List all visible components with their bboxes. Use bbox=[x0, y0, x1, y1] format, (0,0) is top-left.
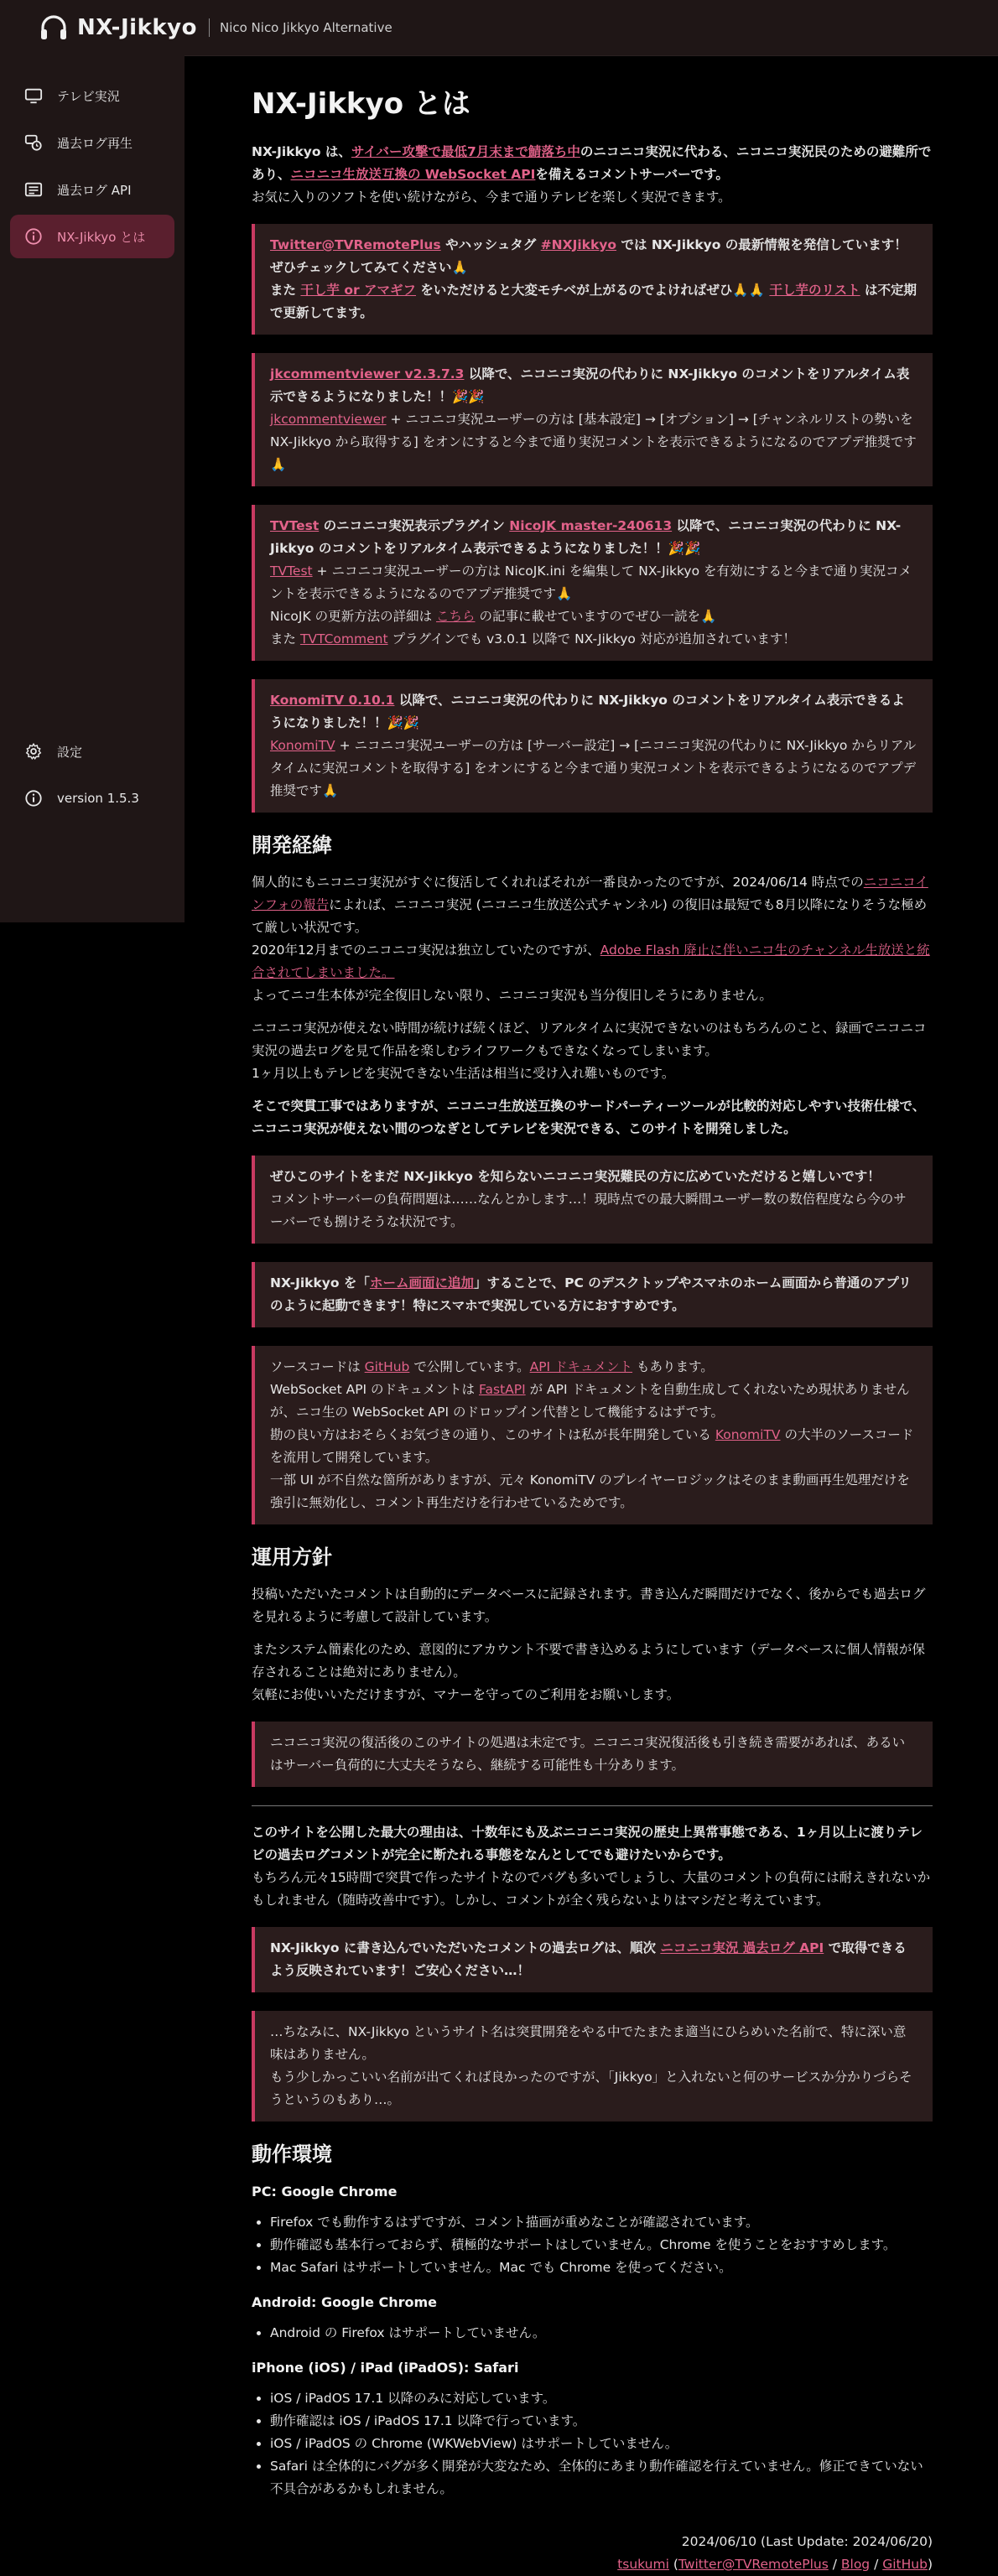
text: 以降で、ニコニコ実況の代わりに NX-Jikkyo のコメントをリアルタイム表示できるようになりました！！🎉🎉 bbox=[270, 518, 902, 556]
ios-list bbox=[252, 2387, 933, 2501]
list-item: • 動作確認も基本行っておらず、積極的なサポートはしていません。Chrome を使うことをおすすめします。 bbox=[270, 2234, 933, 2257]
text: NX-Jikkyo は、 bbox=[252, 144, 351, 159]
sidebar-item-label: 過去ログ API bbox=[57, 182, 132, 198]
text: が API ドキュメントを自動生成してくれないため現状ありませんが、ニコ生の WebSocket API のドロップイン代替として機能するはずです。 bbox=[270, 1382, 910, 1420]
title-divider bbox=[209, 18, 210, 37]
text: WebSocket API のドキュメントは bbox=[270, 1382, 476, 1397]
text: + ニコニコ実況ユーザーの方は [サーバー設定] → [ニコニコ実況の代わりに NX-Jikkyo からリアルタイムに実況コメントを取得する] をオンにすると今まで通り実況コメントを表示できるようになるのでアプデ推奨です🙏 bbox=[270, 738, 917, 798]
text: の大半のソースコードを流用して開発しています。 bbox=[270, 1427, 914, 1465]
callout-past-log bbox=[252, 1927, 933, 1992]
gear-icon bbox=[23, 741, 44, 761]
callout-source-code bbox=[252, 1346, 933, 1524]
sidebar-item-label: 過去ログ再生 bbox=[57, 135, 133, 151]
text: やハッシュタグ bbox=[445, 237, 537, 252]
text: 」することで、PC のデスクトップやスマホのホーム画面から普通のアプリのように起動できます！特にスマホで実況している方におすすめです。 bbox=[270, 1275, 912, 1313]
android-list bbox=[252, 2322, 933, 2345]
history-heading: 開発経緯 bbox=[252, 834, 332, 857]
sidebar-item-label: 設定 bbox=[57, 744, 83, 760]
text: また bbox=[270, 283, 297, 298]
donation-link[interactable]: 干し芋 or アマギフ bbox=[300, 283, 417, 298]
history-paragraph-1 bbox=[252, 871, 933, 1007]
app-subtitle: Nico Nico Jikkyo Alternative bbox=[219, 20, 392, 35]
text: 1ヶ月以上もテレビを実況できない生活は相当に受け入れ難いものです。 bbox=[252, 1066, 675, 1081]
nicojk-article-link[interactable]: こちら bbox=[436, 609, 476, 624]
sidebar-item-past-log-api[interactable] bbox=[10, 168, 174, 211]
list-item: • Mac Safari はサポートしていません。Mac でも Chrome を使ってください。 bbox=[270, 2257, 933, 2279]
konomitv-link[interactable]: KonomiTV bbox=[270, 738, 335, 753]
divider bbox=[252, 1805, 933, 1806]
policy-heading: 運用方針 bbox=[252, 1545, 332, 1569]
text: ( bbox=[668, 2557, 678, 2572]
text: で公開しています。 bbox=[413, 1359, 530, 1374]
info-icon bbox=[23, 788, 44, 808]
sidebar-item-live-tv[interactable] bbox=[10, 74, 174, 117]
text: そこで突貫工事ではありますが、ニコニコ生放送互換のサードパーティーツールが比較的対応しやすい技術仕様で、ニコニコ実況が使えない間のつなぎとしてテレビを実況できる、このサイトを開発しました。 bbox=[252, 1098, 926, 1136]
text: をいただけると大変モチベが上がるのでよければぜひ🙏🙏 bbox=[420, 283, 766, 298]
text: のニコニコ実況表示プラグイン bbox=[323, 518, 505, 533]
history-paragraph-3 bbox=[252, 1095, 933, 1140]
callout-konomitv bbox=[252, 679, 933, 813]
text: よってニコ生本体が完全復旧しない限り、ニコニコ実況も当分復旧しそうにありません。 bbox=[252, 988, 772, 1003]
tvtcomment-link[interactable]: TVTComment bbox=[299, 631, 388, 647]
app-title: NX-Jikkyo bbox=[77, 15, 197, 40]
android-heading: Android: Google Chrome bbox=[252, 2294, 438, 2310]
footer-twitter-link[interactable]: Twitter@TVRemotePlus bbox=[678, 2557, 829, 2572]
footer-date: 2024/06/10 (Last Update: 2024/06/20) bbox=[681, 2534, 933, 2549]
text: によれば、ニコニコ実況 (ニコニコ生放送公式チャンネル) の復旧は最短でも8月以降になりそうな極めて厳しい状況です。 bbox=[252, 897, 928, 935]
text: 以降で、ニコニコ実況の代わりに NX-Jikkyo のコメントをリアルタイム表示できるようになりました！！🎉🎉 bbox=[270, 366, 910, 404]
text: 個人的にもニコニコ実況がすぐに復活してくれればそれが一番良かったのですが、2024/06/14 時点での bbox=[252, 875, 864, 890]
text: ) bbox=[927, 2557, 933, 2572]
text: 以降で、ニコニコ実況の代わりに NX-Jikkyo のコメントをリアルタイム表示できるようになりました！！🎉🎉 bbox=[270, 693, 905, 730]
callout-future bbox=[252, 1722, 933, 1787]
api-icon bbox=[23, 179, 44, 200]
text: ニコニコ実況の復活後のこのサイトの処遇は未定です。ニコニコ実況復活後も引き続き需要があれば、あるいはサーバー負荷的に大丈夫そうなら、継続する可能性も十分あります。 bbox=[270, 1735, 906, 1773]
callout-spread bbox=[252, 1156, 933, 1244]
text: のニコニコ実況に代わる、ニコニコ実況民のための避難所であり、 bbox=[252, 144, 932, 182]
jkcommentviewer-version-link[interactable]: jkcommentviewer v2.3.7.3 bbox=[270, 366, 465, 382]
tvtest-link[interactable]: TVTest bbox=[270, 564, 313, 579]
text: 2020年12月までのニコニコ実況は独立していたのですが、 bbox=[252, 943, 600, 958]
footer-github-link[interactable]: GitHub bbox=[882, 2557, 928, 2572]
text: 一部 UI が不自然な箇所がありますが、元々 KonomiTV のプレイヤーロジックはそのまま動画再生処理だけを強引に無効化し、コメント再生だけを行わせているためです。 bbox=[270, 1472, 910, 1510]
text: / bbox=[870, 2557, 883, 2572]
page-title: NX-Jikkyo とは bbox=[252, 87, 470, 121]
list-item: • iOS / iPadOS 17.1 以降のみに対応しています。 bbox=[270, 2387, 933, 2410]
wishlist-link[interactable]: 干し芋のリスト bbox=[769, 283, 860, 298]
pc-list bbox=[252, 2211, 933, 2279]
text: このサイトを公開した最大の理由は、十数年にも及ぶニコニコ実況の歴史上異常事態である、1ヶ月以上に渡りテレビの過去ログコメントが完全に断たれる事態をなんとしてでも避けたいからです。 bbox=[252, 1825, 923, 1862]
cyber-attack-link[interactable]: サイバー攻撃で最低7月末まで鯖落ち中 bbox=[351, 144, 580, 159]
list-item: • 動作確認は iOS / iPadOS 17.1 以降で行っています。 bbox=[270, 2410, 933, 2433]
sidebar bbox=[0, 55, 185, 922]
jkcommentviewer-link[interactable]: jkcommentviewer bbox=[270, 412, 387, 427]
tv-icon bbox=[23, 86, 44, 106]
list-item: • Firefox でも動作するはずですが、コメント描画が重めなことが確認されています。 bbox=[270, 2211, 933, 2234]
logo[interactable] bbox=[37, 11, 197, 44]
text: / bbox=[828, 2557, 841, 2572]
text: 気軽にお使いいただけますが、マナーを守ってのご利用をお願いします。 bbox=[252, 1687, 680, 1702]
text: + ニコニコ実況ユーザーの方は [基本設定] → [オプション] → [チャンネルリストの勢いを NX-Jikkyo から取得する] をオンにすると今まで通り実況コメントを表示できるようになるのでアプデ推奨です🙏 bbox=[270, 412, 917, 472]
fastapi-link[interactable]: FastAPI bbox=[479, 1382, 526, 1397]
policy-paragraph-1 bbox=[252, 1583, 933, 1628]
adobe-flash-link[interactable]: Adobe Flash 廃止に伴いニコ生のチャンネル生放送と統合されてしまいました。 bbox=[252, 943, 930, 980]
text: 勘の良い方はおそらくお気づきの通り、このサイトは私が長年開発している bbox=[270, 1427, 711, 1442]
blog-link[interactable]: Blog bbox=[840, 2557, 871, 2572]
history-tv-icon bbox=[23, 132, 44, 153]
text: もちろん元々15時間で突貫で作ったサイトなのでバグも多いでしょうし、大量のコメントの負荷には耐えきれないかもしれません（随時改善中です）。しかし、コメントが全く残らないよりはマシだと考えています。 bbox=[252, 1870, 931, 1908]
author-link[interactable]: tsukumi bbox=[617, 2557, 669, 2572]
sidebar-item-label: version 1.5.3 bbox=[57, 791, 139, 806]
text: 投稿いただいたコメントは自動的にデータベースに記録されます。書き込んだ瞬間だけでなく、後からでも過去ログを見れるように考慮して設計しています。 bbox=[252, 1587, 926, 1624]
api-docs-link[interactable]: API ドキュメント bbox=[529, 1359, 633, 1374]
add-to-home-link[interactable]: ホーム画面に追加 bbox=[369, 1275, 474, 1291]
text: プラグインでも v3.0.1 以降で NX-Jikkyo 対応が追加されています！ bbox=[392, 631, 796, 647]
text: ニコニコ実況が使えない時間が続けば続くほど、リアルタイムに実況できないのはもちろんのこと、録画でニコニコ実況の過去ログを見て作品を楽しむライフワークもできなくなってしまいます。 bbox=[252, 1021, 927, 1058]
headphones-icon bbox=[37, 11, 70, 44]
sidebar-item-past-log-playback[interactable] bbox=[10, 121, 174, 164]
text: で取得できるよう反映されています！ご安心ください…！ bbox=[270, 1940, 907, 1978]
text: コメントサーバーの負荷問題は……なんとかします…！現時点での最大瞬間ユーザー数の数倍程度なら今のサーバーでも捌けそうな状況です。 bbox=[270, 1192, 907, 1229]
reason-paragraph bbox=[252, 1821, 933, 1912]
text: また bbox=[270, 631, 297, 647]
text: では NX-Jikkyo の最新情報を発信しています！ぜひチェックしてみてください🙏 bbox=[270, 237, 907, 275]
konomitv-link[interactable]: KonomiTV bbox=[715, 1427, 781, 1442]
env-heading: 動作環境 bbox=[252, 2142, 332, 2166]
github-link[interactable]: GitHub bbox=[364, 1359, 410, 1374]
list-item: • Android の Firefox はサポートしていません。 bbox=[270, 2322, 933, 2345]
sidebar-item-about[interactable] bbox=[10, 215, 174, 258]
info-icon bbox=[23, 226, 44, 247]
list-item: • iOS / iPadOS の Chrome (WKWebView) はサポートしていません。 bbox=[270, 2433, 933, 2455]
main-content bbox=[252, 55, 933, 2576]
sidebar-item-label: NX-Jikkyo とは bbox=[57, 229, 146, 245]
intro-line-2: お気に入りのソフトを使い続けながら、今まで通りテレビを楽しく実況できます。 bbox=[252, 190, 731, 205]
nicoinfo-link[interactable]: ニコニコインフォの報告 bbox=[252, 875, 928, 912]
twitter-link[interactable]: Twitter@TVRemotePlus bbox=[270, 237, 441, 252]
hashtag-link[interactable]: #NXJikkyo bbox=[540, 237, 617, 252]
callout-home-screen bbox=[252, 1262, 933, 1327]
sidebar-item-version[interactable] bbox=[10, 776, 174, 820]
callout-tvtest bbox=[252, 505, 933, 661]
text: + ニコニコ実況ユーザーの方は NicoJK.ini を編集して NX-Jikkyo を有効にすると今まで通り実況コメントを表示できるようになるのでアプデ推奨です🙏 bbox=[270, 564, 912, 601]
text: の記事に載せていますのでぜひ一読を🙏 bbox=[479, 609, 717, 624]
nicojk-link[interactable]: NicoJK master-240613 bbox=[509, 518, 673, 533]
text: またシステム簡素化のため、意図的にアカウント不要で書き込めるようにしています（データベースに個人情報が保存されることは絶対にありません）。 bbox=[252, 1642, 925, 1680]
text: NicoJK の更新方法の詳細は bbox=[270, 609, 433, 624]
footer bbox=[252, 2531, 933, 2576]
past-log-api-link[interactable]: ニコニコ実況 過去ログ API bbox=[660, 1940, 824, 1955]
text: ソースコードは bbox=[270, 1359, 361, 1374]
tvtest-link[interactable]: TVTest bbox=[270, 518, 320, 533]
intro-text bbox=[252, 141, 933, 209]
list-item: • Safari は全体的にバグが多く開発が大変なため、全体的にあまり動作確認を行えていません。修正できていない不具合があるかもしれません。 bbox=[270, 2455, 933, 2501]
callout-name bbox=[252, 2011, 933, 2122]
text: NX-Jikkyo に書き込んでいただいたコメントの過去ログは、順次 bbox=[270, 1940, 656, 1955]
websocket-api-link[interactable]: ニコニコ生放送互換の WebSocket API bbox=[290, 167, 536, 182]
sidebar-item-label: テレビ実況 bbox=[57, 88, 120, 104]
top-bar bbox=[0, 0, 998, 56]
callout-twitter bbox=[252, 224, 933, 335]
sidebar-item-settings[interactable] bbox=[10, 730, 174, 773]
pc-heading: PC: Google Chrome bbox=[252, 2184, 398, 2199]
ios-heading: iPhone (iOS) / iPad (iPadOS): Safari bbox=[252, 2360, 519, 2376]
konomitv-version-link[interactable]: KonomiTV 0.10.1 bbox=[270, 693, 395, 708]
text: ぜひこのサイトをまだ NX-Jikkyo を知らないニコニコ実況難民の方に広めていただけると嬉しいです！ bbox=[270, 1169, 881, 1184]
text: は不定期で更新してます。 bbox=[270, 283, 917, 320]
history-paragraph-2 bbox=[252, 1017, 933, 1085]
policy-paragraph-2 bbox=[252, 1639, 933, 1706]
callout-jkcommentviewer bbox=[252, 353, 933, 486]
text: …ちなみに、NX-Jikkyo というサイト名は突貫開発をやる中でたまたま適当にひらめいた名前で、特に深い意味はありません。 bbox=[270, 2024, 907, 2062]
text: を備えるコメントサーバーです。 bbox=[535, 167, 729, 182]
text: もあります。 bbox=[636, 1359, 714, 1374]
text: もう少しかっこいい名前が出てくれば良かったのですが、「Jikkyo」と入れないと何のサービスか分かりづらそうというのもあり…。 bbox=[270, 2070, 912, 2107]
text: NX-Jikkyo を「 bbox=[270, 1275, 370, 1291]
